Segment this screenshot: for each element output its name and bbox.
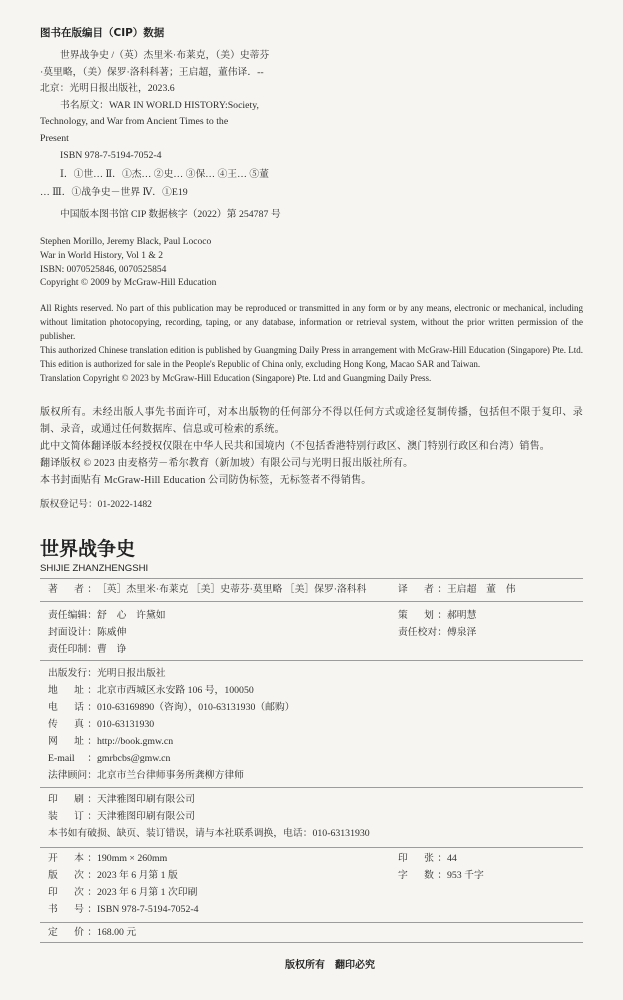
cip-record-line: Technology, and War from Ancient Times to the — [40, 116, 229, 128]
original-title: War in World History, Vol 1 & 2 — [40, 250, 163, 261]
spec-row — [40, 901, 583, 918]
publisher-group — [40, 661, 583, 787]
responsible-editor — [48, 610, 166, 621]
spec-value: 2023 年 6 月第 1 次印刷 — [97, 887, 198, 898]
fax-label: 传 真： — [48, 719, 97, 730]
spec-value: ISBN 978-7-5194-7052-4 — [97, 904, 199, 915]
publisher-label: 出版发行： — [48, 668, 97, 679]
legal-counsel-value: 北京市兰台律师事务所龚柳方律师 — [97, 770, 244, 781]
price-group — [40, 923, 583, 942]
website-value: http://book.gmw.cn — [97, 736, 174, 747]
divider — [40, 942, 583, 943]
translation-copyright-en: Translation Copyright © 2023 by McGraw-Hill Education (Singapore) Pte. Ltd and Guangming Daily Press. — [40, 373, 432, 383]
phone-value: 010-63169890（咨询），010-63131930（邮购） — [97, 702, 295, 713]
spec-label: 版 次： — [48, 870, 97, 881]
legal-counsel-label: 法律顾问： — [48, 770, 97, 781]
credit-value: 陈威伸 — [97, 627, 127, 638]
translators-label: 译 者： — [398, 584, 447, 595]
cip-classification-line: … Ⅲ．①战争史－世界 Ⅳ．①E19 — [40, 187, 188, 198]
phone-row — [40, 699, 583, 716]
sheets-spec — [398, 850, 457, 867]
spec-value: 190mm × 260mm — [97, 853, 168, 864]
editorial-row — [40, 641, 583, 658]
book-title: 世界战争史 — [40, 538, 136, 560]
phone-label: 电 话： — [48, 702, 97, 713]
cip-record-line: 北京：光明日报出版社，2023.6 — [40, 83, 175, 95]
rights-reservation-en: All Rights reserved. No part of this publication may be reproduced or transmitted in any form or by any means, electronic or mechanical, including without limitation photocopying, recording, taping, or any database, information or retrieval system, without the prior written permission of the publisher. — [40, 303, 583, 341]
word-count-spec — [398, 867, 484, 884]
cip-classification-line: Ⅰ．①世… Ⅱ．①杰… ②史… ③保… ④王… ⑤董 — [60, 169, 269, 180]
specifications-group — [40, 848, 583, 922]
fax-value: 010-63131930 — [97, 719, 155, 730]
spec-value: 953 千字 — [447, 870, 484, 881]
price-row — [40, 924, 583, 941]
spec-row — [40, 884, 583, 901]
impression-spec — [48, 887, 197, 898]
cip-number — [40, 207, 281, 223]
original-isbn: ISBN: 0070525846, 0070525854 — [40, 264, 167, 275]
editorial-row — [40, 624, 583, 641]
rights-authorization-en: This authorized Chinese translation edition is published by Guangming Daily Press in arrangement with McGraw-Hill Education (Singapore) Pte. Ltd. This edition is authorized for sale in the People's Republic of China only, excluding Hong Kong, Macao SAR and Taiwan. — [40, 345, 583, 369]
print-supervision-credit — [48, 644, 126, 655]
cip-record-line: 世界战争史 /（英）杰里米·布莱克，（美）史蒂芬 — [60, 50, 270, 61]
credit-label: 责任校对： — [398, 627, 447, 638]
translators-credit — [398, 579, 516, 601]
spec-label: 书 号： — [48, 904, 97, 915]
spec-value: 44 — [447, 853, 457, 864]
email-label: E-mail： — [48, 753, 97, 764]
spec-row — [40, 850, 583, 867]
spec-label: 开 本： — [48, 853, 97, 864]
publisher-value: 光明日报出版社 — [97, 668, 166, 679]
cip-classification — [40, 166, 269, 202]
publisher-row — [40, 665, 583, 682]
printing-group — [40, 788, 583, 847]
original-copyright: Copyright © 2009 by McGraw-Hill Education — [40, 278, 217, 289]
editorial-group — [40, 602, 583, 660]
credit-value: 舒 心 许黛如 — [97, 610, 166, 621]
rights-chinese — [40, 404, 583, 489]
original-edition — [40, 236, 216, 291]
binder-label: 装 订： — [48, 811, 97, 822]
spec-value: 2023 年 6 月第 1 版 — [97, 870, 178, 881]
credit-label: 责任编辑： — [48, 610, 97, 621]
defect-notice: 本书如有破损、缺页、装订错误，请与本社联系调换，电话：010-63131930 — [48, 828, 370, 839]
original-authors: Stephen Morillo, Jeremy Black, Paul Lococo — [40, 237, 212, 247]
spec-label: 字 数： — [398, 870, 447, 881]
contributors-row — [40, 579, 583, 601]
format-spec — [48, 853, 167, 864]
cip-record-line: ·莫里略，（美）保罗·洛科科著；王启超，董伟译．-- — [40, 66, 264, 78]
legal-counsel-row — [40, 767, 583, 784]
address-label: 地 址： — [48, 685, 97, 696]
cip-number-text: 中国版本图书馆 CIP 数据核字（2022）第 254787 号 — [60, 209, 281, 220]
planning-credit — [398, 607, 476, 624]
email-value: gmrbcbs@gmw.cn — [97, 753, 171, 764]
anti-counterfeit-notice: 本书封面贴有 McGraw-Hill Education 公司防伪标签，无标签者不得销售。 — [40, 475, 372, 486]
book-pinyin: SHIJIE ZHANZHENGSHI — [40, 563, 149, 574]
cip-record — [40, 48, 269, 164]
sales-territory-zh: 此中文简体翻译版本经授权仅限在中华人民共和国境内（不包括香港特别行政区、澳门特别行政区和台湾）销售。 — [40, 441, 550, 452]
translation-copyright-zh: 翻译版权 © 2023 由麦格劳－希尔教育（新加坡）有限公司与光明日报出版社所有。 — [40, 458, 414, 469]
binder-row — [40, 808, 583, 825]
address-row — [40, 682, 583, 699]
translators-value: 王启超 董 伟 — [447, 584, 516, 595]
authors-value: ［英］杰里米·布莱克 ［美］史蒂芬·莫里略 ［美］保罗·洛科科 — [97, 584, 367, 595]
price-value: 168.00 元 — [97, 927, 137, 938]
binder-value: 天津雅图印刷有限公司 — [97, 811, 195, 822]
website-label: 网 址： — [48, 736, 97, 747]
credit-value: 傅泉泽 — [447, 627, 477, 638]
cip-record-line: 书名原文：WAR IN WORLD HISTORY:Society, — [60, 99, 259, 111]
spec-label: 印 次： — [48, 887, 97, 898]
spec-label: 印 张： — [398, 853, 447, 864]
registration-number: 版权登记号：01-2022-1482 — [40, 499, 152, 510]
credit-label: 封面设计： — [48, 627, 97, 638]
rights-reservation-zh: 版权所有。未经出版人事先书面许可，对本出版物的任何部分不得以任何方式或途径复制传播，包括但不限于复印、录制、录音，或通过任何数据库、信息或可检索的系统。 — [40, 407, 583, 435]
printer-label: 印 刷： — [48, 794, 97, 805]
website-row — [40, 733, 583, 750]
credit-value: 郝明慧 — [447, 610, 477, 621]
printer-row — [40, 791, 583, 808]
cip-isbn-line: ISBN 978-7-5194-7052-4 — [60, 149, 162, 161]
authors-label: 著 者： — [48, 584, 97, 595]
editorial-row — [40, 607, 583, 624]
book-number-spec — [48, 904, 199, 915]
fax-row — [40, 716, 583, 733]
proofreading-credit — [398, 624, 476, 641]
email-row — [40, 750, 583, 767]
cover-design-credit — [48, 627, 126, 638]
edition-spec — [48, 870, 178, 881]
credit-label: 策 划： — [398, 610, 447, 621]
address-value: 北京市西城区永安路 106 号，100050 — [97, 685, 254, 696]
credits-table — [40, 578, 583, 943]
credit-value: 曹 诤 — [97, 644, 127, 655]
cip-heading: 图书在版编目（CIP）数据 — [40, 27, 165, 39]
printer-value: 天津雅图印刷有限公司 — [97, 794, 195, 805]
price-label: 定 价： — [48, 927, 97, 938]
spec-row — [40, 867, 583, 884]
rights-footer: 版权所有 翻印必究 — [285, 960, 375, 971]
cip-record-line: Present — [40, 132, 69, 144]
rights-english — [40, 301, 583, 385]
credit-label: 责任印制： — [48, 644, 97, 655]
authors-credit — [48, 584, 366, 595]
